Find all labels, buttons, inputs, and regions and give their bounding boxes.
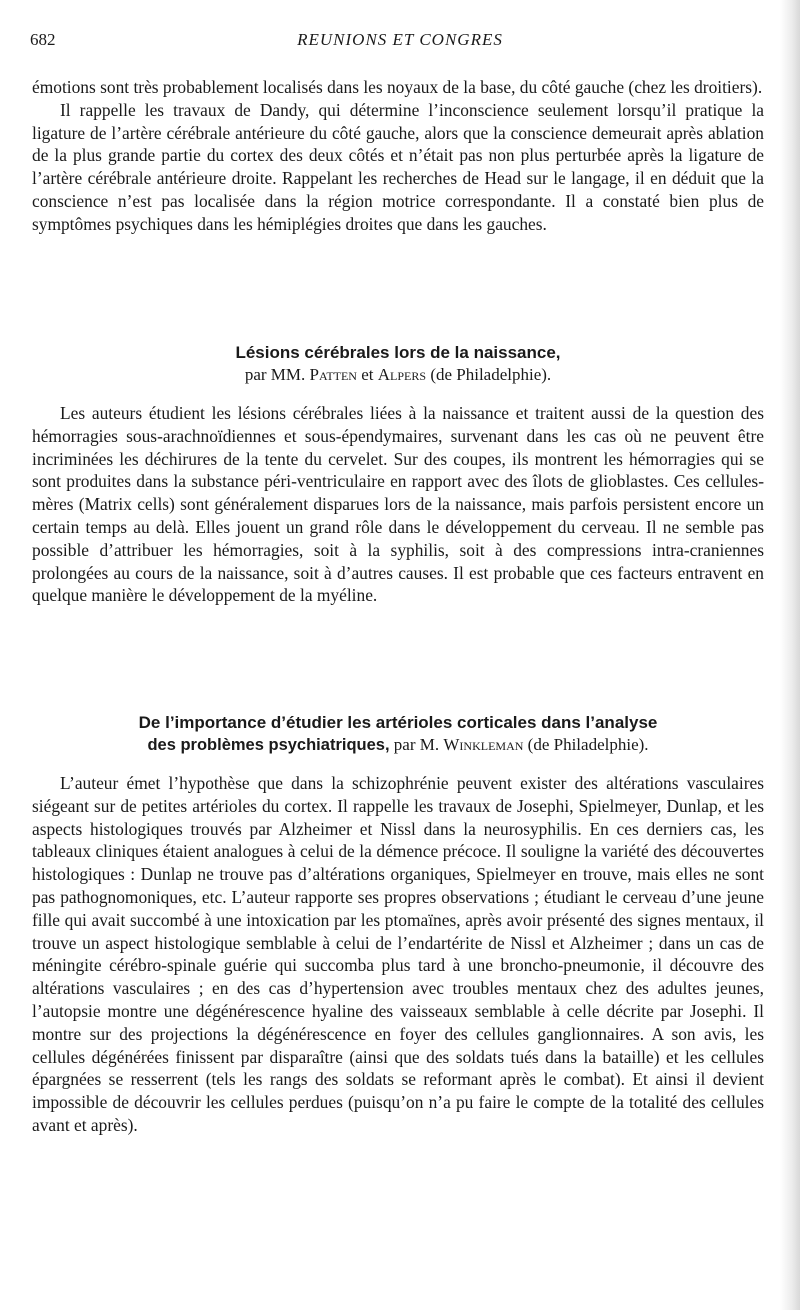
page-number: 682 [30,30,56,49]
section-1-place: (de Philadelphie). [430,365,552,384]
running-title: REUNIONS ET CONGRES [297,30,503,49]
section-2-title-line-2 [32,734,764,756]
section-1-byline [32,364,764,386]
section-2-paragraph: L’auteur émet l’hypothèse que dans la schizophrénie peuvent exister des altérations vasculaires siégeant sur de petites artérioles du cortex. Il rappelle les travaux de Josephi, Spielmeyer, Dunlap, et les aspects histologiques trouvés par Alzheimer et Nissl dans la neurosyphilis. En ces derniers cas, les tableaux cliniques étaient analogues à celui de la démence précoce. Il souligne la variété des découvertes histologiques : Dunlap ne trouve pas d’altérations organiques, Spielmeyer en trouve, mais elles ne sont pas pathognomoniques, etc. L’auteur rapporte ses propres observations ; étudiant le cerveau d’une jeune fille qui avait succombé à une intoxication par les ptomaïnes, après avoir présenté des signes mentaux, il trouve un aspect histologique semblable à celui de l’endartérite de Nissl et Alzheimer ; dans un cas de méningite cérébro-spinale guérie qui succomba plus tard à une broncho-pneumonie, il découvre des altérations vasculaires ; en des cas d’hypertension avec troubles mentaux chez des adultes jeunes, l’autopsie montre une dégénérescence hyaline des vaisseaux semblable à celle décrite par Josephi. Il montre sur des projections la dégénérescence en foyer des cellules ganglionnaires. A son avis, les cellules dégénérées finissent par disparaître (ainsi que des soldats tués dans la bataille) et les cellules épargnées se resserrent (tels les rangs des soldats se reformant après le combat). Et ainsi il devient impossible de découvrir les cellules perdues (puisqu’on n’a pu faire le compte de la totalité des cellules avant et après). [32,773,764,1135]
section-1-by-prefix: par MM. [244,365,306,384]
intro-paragraph-1: émotions sont très probablement localisés dans les noyaux de la base, du côté gauche (chez les droitiers). [32,77,763,97]
section-2-text [32,772,764,1137]
section-1-paragraph: Les auteurs étudient les lésions cérébrales liées à la naissance et traitent aussi de la question des hémorragies sous-arachnoïdiennes et sous-épendymaires, survenant dans les cas où ne peuvent être incriminées les déchirures de la tente du cervelet. Sur des coupes, ils montrent les hémorragies qui se sont produites dans la substance péri-ventriculaire en rapport avec des îlots de glioblastes. Ces cellules-mères (Matrix cells) sont généralement disparues lors de la naissance, mais parfois persistent encore un certain temps au delà. Elles jouent un grand rôle dans le développement du cerveau. Il ne semble pas possible d’attribuer les hémorragies, soit à la syphilis, soit à des compressions intra-craniennes prolongées au cours de la naissance, soit à d’autres causes. Il est probable que ces facteurs entravent en quelque manière le développement de la myéline. [32,403,764,606]
intro-text [32,76,764,236]
section-2-title-line-2-text: des problèmes psychiatriques, [147,736,390,754]
section-1-conjunction: et [361,365,374,384]
section-2-author: Winkleman [443,735,524,754]
section-1-text [32,402,764,607]
section-1-heading [32,342,764,386]
page-edge-shadow [780,0,800,1310]
section-1-author-1: Patten [309,365,357,384]
section-1-title: Lésions cérébrales lors de la naissance, [235,343,561,362]
section-2-heading [32,712,764,756]
intro-paragraph-2: Il rappelle les travaux de Dandy, qui détermine l’inconscience seulement lorsqu’il pratique la ligature de l’artère cérébrale antérieure du côté gauche, alors que la conscience demeurait après ablation de la plus grande partie du cortex des deux côtés et n’était pas non plus perturbée après la ligature de l’artère cérébrale antérieure droite. Rappelant les recherches de Head sur le langage, il en déduit que la conscience n’est pas localisée dans la région motrice correspondante. Il a constaté bien plus de symptômes psychiques dans les hémiplégies droites que dans les gauches. [32,99,764,234]
section-1-author-2: Alpers [377,365,427,384]
section-2-place: (de Philadelphie). [527,735,649,754]
section-2-title-line-1: De l’importance d’étudier les artérioles corticales dans l’analyse [138,713,658,732]
section-2-by-prefix: par M. [393,735,440,754]
